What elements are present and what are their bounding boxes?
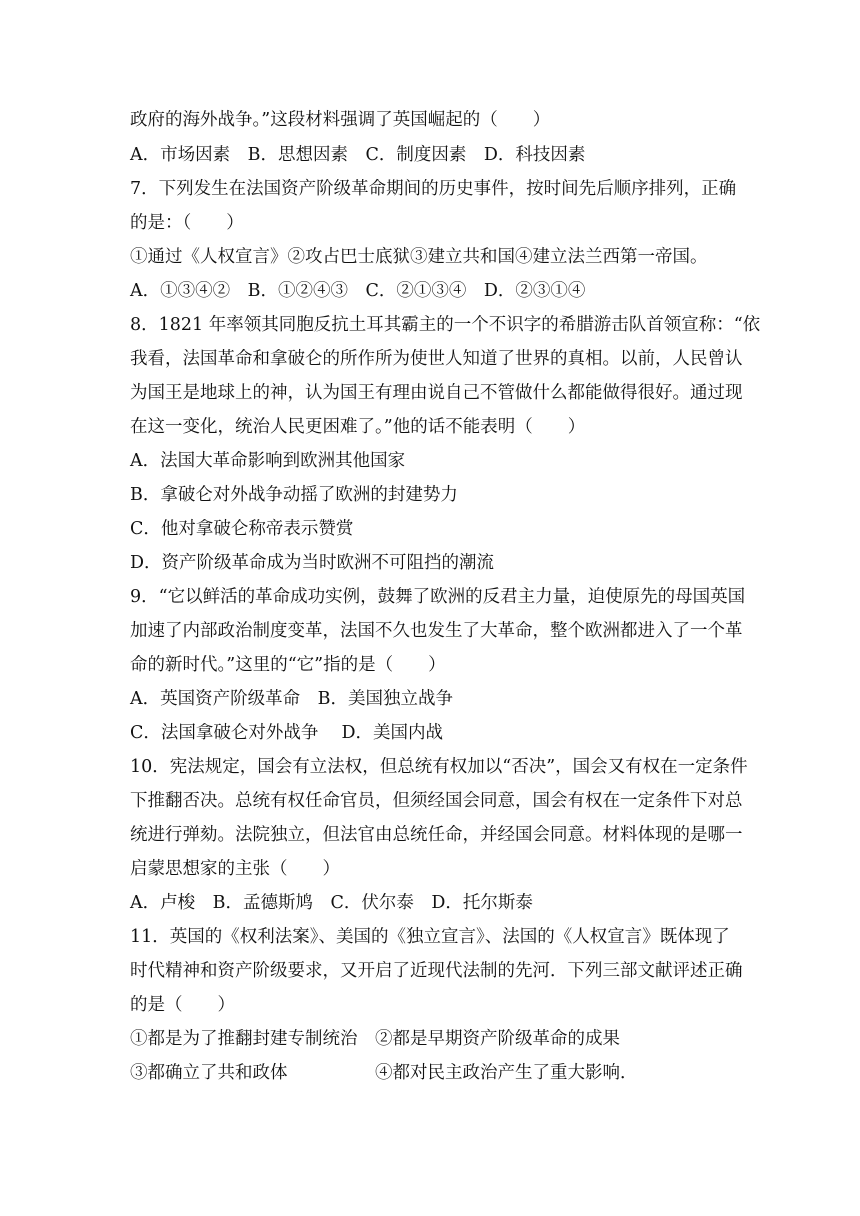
text-line: 在这一变化，统治人民更困难了。”他的话不能表明（ ） <box>130 417 586 437</box>
text-line: 启蒙思想家的主张（ ） <box>130 859 340 879</box>
q11-stem: 11．英国的《权利法案》、美国的《独立宣言》、法国的《人权宣言》既体现了 <box>130 927 730 947</box>
text-line: ①通过《人权宣言》②攻占巴士底狱③建立共和国④建立法兰西第一帝国。 <box>130 247 708 267</box>
text-line: 的是：（ ） <box>130 213 244 233</box>
q8-stem: 8．1821 年率领其同胞反抗土耳其霸主的一个不识字的希腊游击队首领宣称：“依 <box>130 315 761 335</box>
q10-options: A．卢梭 B．孟德斯鸠 C．伏尔泰 D．托尔斯泰 <box>130 893 533 913</box>
q9-options-ab: A．英国资产阶级革命 B．美国独立战争 <box>130 689 453 709</box>
q8-option-a: A．法国大革命影响到欧洲其他国家 <box>130 451 406 471</box>
text-line: 统进行弹劾。法院独立，但法官由总统任命，并经国会同意。材料体现的是哪一 <box>130 825 743 845</box>
q9-stem: 9．“它以鲜活的革命成功实例，鼓舞了欧洲的反君主力量，迫使原先的母国英国 <box>130 587 746 607</box>
q7-stem: 7．下列发生在法国资产阶级革命期间的历史事件，按时间先后顺序排列，正确 <box>130 179 737 199</box>
text-line: 加速了内部政治制度变革，法国不久也发生了大革命，整个欧洲都进入了一个革 <box>130 621 743 641</box>
q8-option-c: C．他对拿破仑称帝表示赞赏 <box>130 519 354 539</box>
text-line: 下推翻否决。总统有权任命官员，但须经国会同意，国会有权在一定条件下对总 <box>130 791 743 811</box>
text-line: 政府的海外战争。”这段材料强调了英国崛起的（ ） <box>130 110 551 130</box>
q8-option-b: B．拿破仑对外战争动摇了欧洲的封建势力 <box>130 485 458 505</box>
text-line: 为国王是地球上的神，认为国王有理由说自己不管做什么都能做得很好。通过现 <box>130 383 743 403</box>
q11-statements-34: ③都确立了共和政体 ④都对民主政治产生了重大影响． <box>130 1063 638 1083</box>
q9-options-cd: C．法国拿破仑对外战争 D．美国内战 <box>130 723 443 743</box>
q7-options: A．①③④② B．①②④③ C．②①③④ D．②③①④ <box>130 281 586 301</box>
q8-option-d: D．资产阶级革命成为当时欧洲不可阻挡的潮流 <box>130 553 495 573</box>
q11-statements-12: ①都是为了推翻封建专制统治 ②都是早期资产阶级革命的成果 <box>130 1029 620 1049</box>
text-line: 时代精神和资产阶级要求，又开启了近现代法制的先河．下列三部文献评述正确 <box>130 961 743 981</box>
text-line: 我看，法国革命和拿破仑的所作所为使世人知道了世界的真相。以前，人民曾认 <box>130 349 743 369</box>
q6-options: A．市场因素 B．思想因素 C．制度因素 D．科技因素 <box>130 145 586 165</box>
text-line: 命的新时代。”这里的“它”指的是（ ） <box>130 655 446 675</box>
q10-stem: 10．宪法规定，国会有立法权，但总统有权加以“否决”，国会又有权在一定条件 <box>130 757 748 777</box>
text-line: 的是（ ） <box>130 995 235 1015</box>
